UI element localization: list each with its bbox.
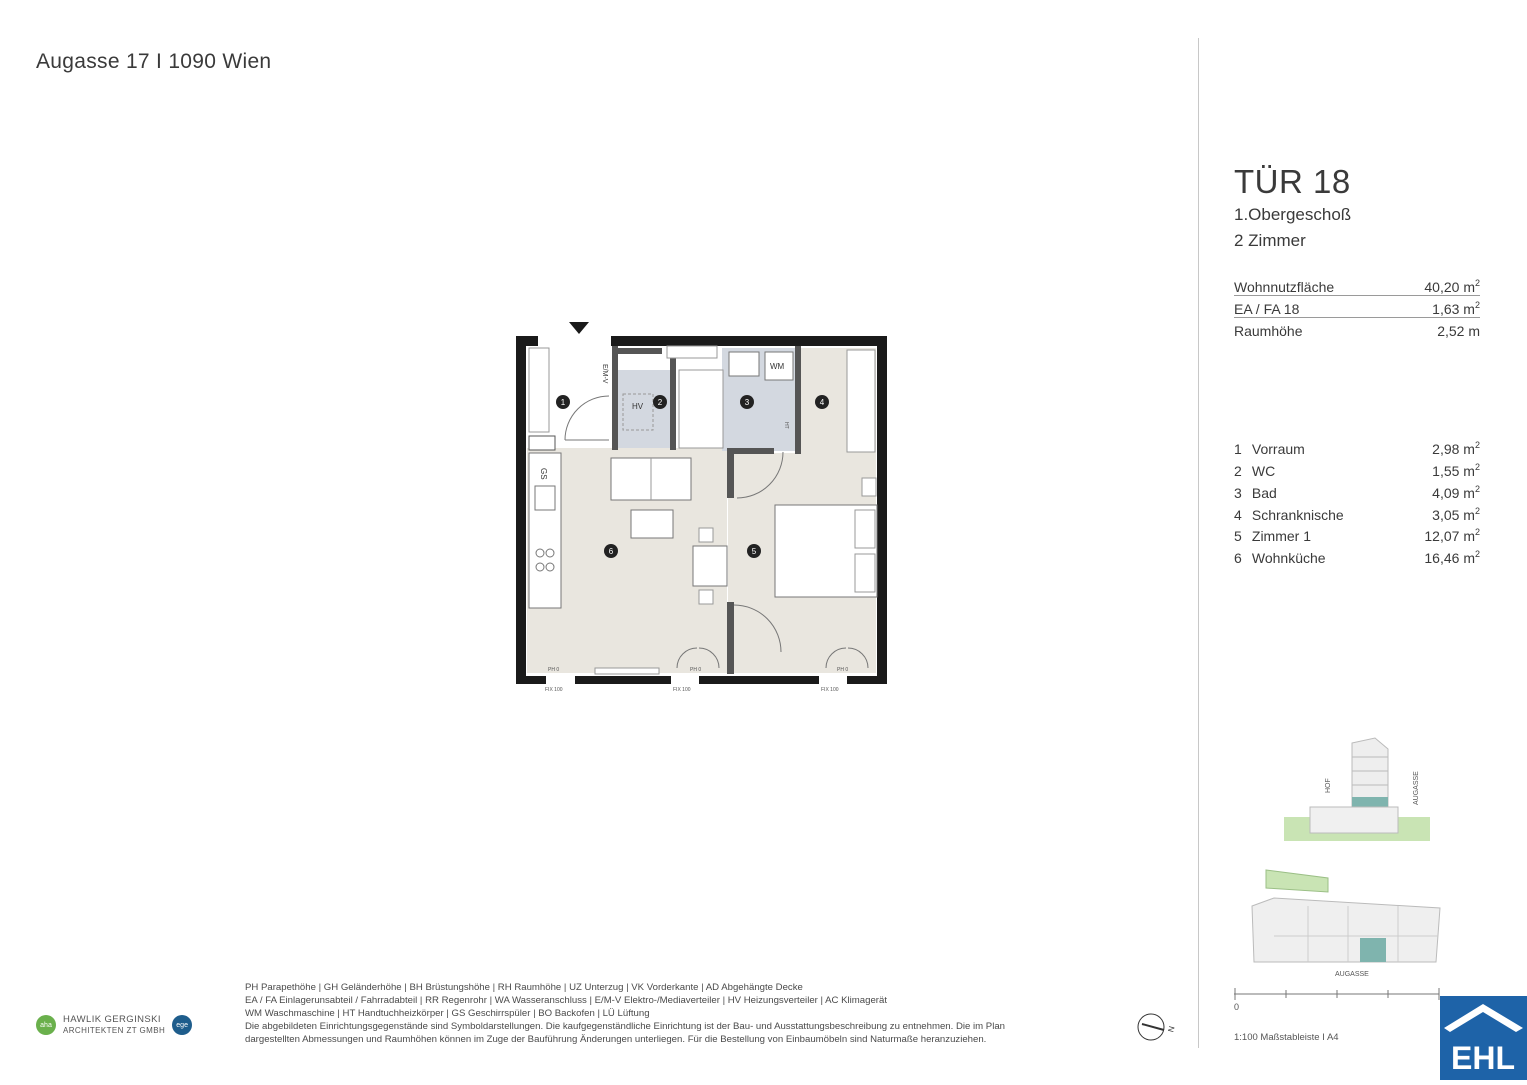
ehl-logo — [1440, 996, 1527, 1080]
architect-logo — [36, 1014, 192, 1036]
room-marker-6: 6 — [608, 547, 614, 556]
room-row: 1 Vorraum 2,98 $m^2$ — [1234, 440, 1480, 457]
summary-value: 1,63 $m^2$ — [1432, 300, 1480, 317]
unit-title: TÜR 18 — [1234, 163, 1351, 200]
summary-row-area — [1234, 279, 1480, 296]
summary-row-height — [1234, 323, 1480, 339]
augasse-bottom-label: AUGASSE — [1335, 971, 1369, 978]
ph-label: PH 0 — [548, 667, 560, 673]
room-marker-5: 5 — [751, 547, 757, 556]
room-row: 4 Schranknische 3,05 $m^2$ — [1234, 506, 1480, 523]
summary-value: 40,20 $m^2$ — [1424, 278, 1480, 295]
augasse-side-label: AUGASSE — [1413, 771, 1420, 805]
fix-label: FIX 100 — [821, 687, 839, 693]
room-marker-1: 1 — [560, 398, 566, 407]
room-marker-3: 3 — [744, 398, 750, 407]
summary-label: Wohnnutzfläche — [1234, 279, 1335, 295]
unit-rooms-count: 2 Zimmer — [1234, 231, 1306, 250]
scale-zero: 0 — [1234, 1002, 1240, 1012]
section-keyplan — [1280, 735, 1430, 841]
ph-label: PH 0 — [690, 667, 702, 673]
fix-label: FIX 100 — [545, 687, 563, 693]
aha-badge: aha — [36, 1015, 56, 1035]
floor-plan — [505, 318, 895, 698]
unit-floor: 1.Obergeschoß — [1234, 205, 1352, 224]
entry-arrow-icon — [569, 322, 589, 334]
site-keyplan — [1248, 866, 1443, 981]
ht-label: HT — [783, 422, 789, 429]
north-arrow-icon — [1136, 1011, 1182, 1043]
room-marker-4: 4 — [819, 398, 825, 407]
emv-label: E/M-V — [601, 364, 608, 384]
hof-label: HOF — [1325, 778, 1332, 793]
project-address: Augasse 17 I 1090 Wien — [36, 50, 272, 73]
room-marker-2: 2 — [657, 398, 663, 407]
hv-label: HV — [632, 402, 644, 411]
summary-label: EA / FA 18 — [1234, 301, 1300, 317]
ph-label: PH 0 — [837, 667, 849, 673]
room-row: 6 Wohnküche 16,46 $m^2$ — [1234, 549, 1480, 566]
summary-label: Raumhöhe — [1234, 323, 1303, 339]
ege-badge: ege — [172, 1015, 192, 1035]
scale-bar — [1234, 988, 1444, 1000]
svg-text:N: N — [1166, 1025, 1177, 1034]
legend: PH Parapethöhe | GH Geländerhöhe | BH Brüstungshöhe | RH Raumhöhe | UZ Unterzug | VK Vorderkante | AD Abgehängte Decke EA / FA Einlagerunsabteil / Fahrradabteil | RR Regenrohr | WA Wasseranschluss | E/M-V Elektro-/Mediaverteiler | HV Heizungsverteiler | AC Klimagerät WM Waschmaschine | HT Handtuchheizkörper | GS Geschirrspüler | BO Backofen | LÜ Lüftung Die abgebildeten Einrichtungsgegenstände sind Symboldarstellungen. Die kaufgegenständliche Einrichtung ist der Bau- und Ausstattungsbeschreibung zu entnehmen. Die im Plan dargestellten Abmessungen und Raumhöhen können im Zuge der Bauführung Änderungen unterliegen. Für die Bestellung von Einbaumöbeln sind Naturmaße heranzuziehen. — [245, 982, 1005, 1045]
fix-label: FIX 100 — [673, 687, 691, 693]
summary-value: 2,52 m — [1437, 323, 1480, 339]
room-row: 2 WC 1,55 $m^2$ — [1234, 462, 1480, 479]
vertical-divider — [1198, 38, 1199, 1048]
svg-text:EHL: EHL — [1451, 1040, 1515, 1076]
architect-name: HAWLIK GERGINSKI ARCHITEKTEN ZT GMBH — [63, 1014, 166, 1035]
room-row: 3 Bad 4,09 $m^2$ — [1234, 484, 1480, 501]
wm-label: WM — [770, 362, 785, 371]
summary-row-storage — [1234, 301, 1480, 318]
wc-floor — [618, 370, 670, 448]
scale-label: 1:100 Maßstableiste I A4 — [1234, 1032, 1339, 1043]
room-row: 5 Zimmer 1 12,07 $m^2$ — [1234, 527, 1480, 544]
gs-label: GS — [539, 468, 548, 480]
